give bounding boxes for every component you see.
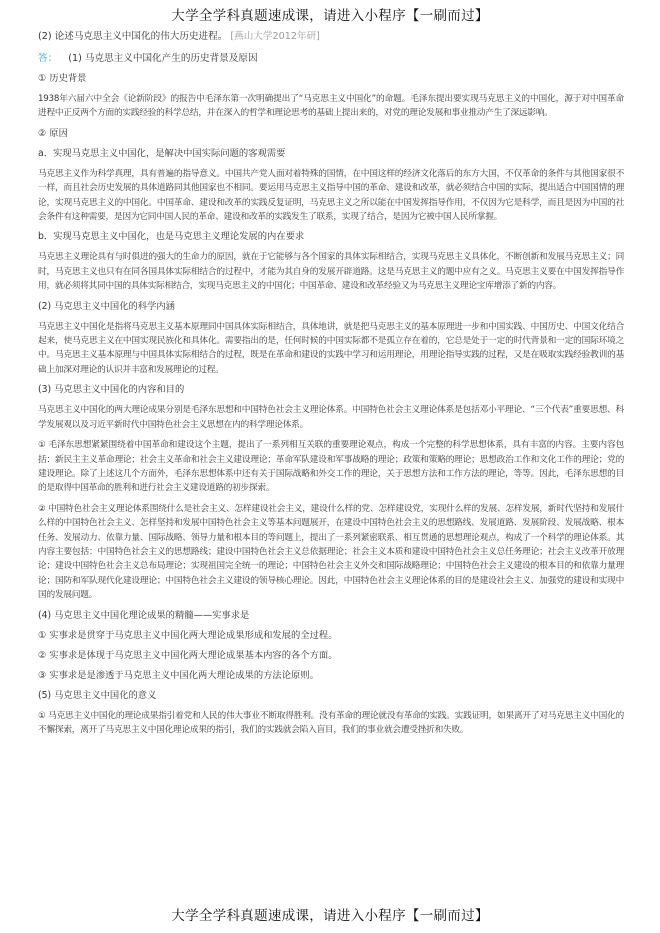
section-heading: (1) 马克思主义中国化产生的历史背景及原因 <box>68 53 258 64</box>
header-banner[interactable]: 大学全学科真题速成课，请进入小程序【一刷而过】 <box>171 8 489 24</box>
question <box>38 30 624 44</box>
section-heading: ② 原因 <box>38 127 68 139</box>
section-heading: ② 实事求是体现于马克思主义中国化两大理论成果基本内容的各个方面。 <box>38 649 338 661</box>
answer-blocks <box>38 72 624 737</box>
section-heading: ① 实事求是贯穿于马克思主义中国化两大理论成果形成和发展的全过程。 <box>38 629 338 641</box>
section-heading: (4) 马克思主义中国化理论成果的精髓——实事求是 <box>38 609 250 621</box>
section-heading: (3) 马克思主义中国化的内容和目的 <box>38 384 185 396</box>
question-source: [燕山大学2012年研] <box>230 31 320 42</box>
document-body <box>38 30 624 743</box>
section-heading: (2) 马克思主义中国化的科学内涵 <box>38 300 175 312</box>
answer-label: 答： <box>38 53 58 64</box>
section-heading: b．实现马克思主义中国化，也是马克思主义理论发展的内在要求 <box>38 231 305 243</box>
section-heading: ① 历史背景 <box>38 73 87 84</box>
question-text: (2) 论述马克思主义中国化的伟大历史进程。 <box>38 31 228 42</box>
paragraph: 马克思主义理论具有与时俱进的强大的生命力的原因，就在于它能够与各个国家的具体实际相结合，实现马克思主义具体化，不断创新和发展马克思主义；同时，马克思主义也只有在同各国具体实际相结合的过程中，才能为其自身的发展开辟道路。这是马克思主义的题中应有之义。马克思主义要在中国发挥指导作用，就必须将其同中国的具体实际相结合，实现马克思主义的中国化；中国革命、建设和改革经验又为马克思主义理论宝库增添了新的内容。 <box>38 252 624 292</box>
paragraph: 1938年六届六中全会《论新阶段》的报告中毛泽东第一次明确提出了“马克思主义中国化”的命题。毛泽东提出要实现马克思主义的中国化，源于对中国革命进程中正反两个方面的实践经验的科学总结，并在深入的哲学和理论思考的基础上提出来的，对党的理论发展和事业推动产生了深远影响。 <box>38 94 624 119</box>
section-heading: a．实现马克思主义中国化，是解决中国实际问题的客观需要 <box>38 147 286 159</box>
section-heading: ③ 实事求是是渗透于马克思主义中国化两大理论成果的方法论原则。 <box>38 669 319 681</box>
paragraph: 马克思主义中国化是指将马克思主义基本原理同中国具体实际相结合，具体地讲，就是把马克思主义的基本原理进一步和中国实践、中国历史、中国文化结合起来，使马克思主义在中国实现民族化和具体化。需要指出的是，任何时候的中国实际都不是孤立存在着的，它总是处于一定的时代背景和一定的国际环境之中。马克思主义基本原理与中国具体实际相结合的过程，既是在革命和建设的实践中学习和运用理论，用理论指导实践的过程，又是在吸取实践经验教训的基础上加深对理论的认识并丰富和发展理论的过程。 <box>38 321 624 375</box>
footer-banner[interactable]: 大学全学科真题速成课，请进入小程序【一刷而过】 <box>171 908 489 924</box>
paragraph: ① 毛泽东思想紧紧围绕着中国革命和建设这个主题，提出了一系列相互关联的重要理论观点，构成一个完整的科学思想体系，具有丰富的内容。主要内容包括：新民主主义革命理论；社会主义革命和社会主义建设理论；革命军队建设和军事战略的理论；政策和策略的理论；思想政治工作和文化工作的理论；党的建设理论。除了上述这几个方面外，毛泽东思想体系中还有关于国际战略和外交工作的理论，关于思想方法和工作方法的理论，等等。因此，毛泽东思想的目的是取得中国革命的胜利和进行社会主义建设道路的初步探索。 <box>38 440 624 494</box>
section-heading: (5) 马克思主义中国化的意义 <box>38 689 157 701</box>
paragraph: ① 马克思主义中国化的理论成果指引着党和人民的伟大事业不断取得胜利。没有革命的理论就没有革命的实践。实践证明，如果离开了对马克思主义中国化的不懈探索，离开了马克思主义中国化理论成果的指引，我们的实践就会陷入盲目，我们的事业就会遭受挫折和失败。 <box>38 710 624 735</box>
answer-heading <box>38 52 624 66</box>
paragraph: 马克思主义作为科学真理，具有普遍的指导意义。中国共产党人面对着特殊的国情，在中国这样的经济文化落后的东方大国，不仅革命的条件与其他国家很不一样，而且社会历史发展的具体道路同其他国家也不相同。要运用马克思主义指导中国的革命、建设和改革，就必须结合中国的实际，提出适合中国国情的理论，实现马克思主义的中国化。中国革命、建设和改革的实践反复证明，马克思主义之所以能在中国发挥指导作用，不仅因为它是科学，而且是因为中国的社会条件有这种需要，是因为它同中国人民的革命、建设和改革的实践发生了联系，实现了结合，是因为它被中国人民所掌握。 <box>38 168 624 223</box>
paragraph: ② 中国特色社会主义理论体系围绕什么是社会主义、怎样建设社会主义，建设什么样的党、怎样建设党，实现什么样的发展、怎样发展，新时代坚持和发展什么样的中国特色社会主义、怎样坚持和发展中国特色社会主义等基本问题展开，在建设中国特色社会主义的思想路线、发展道路、发展阶段、发展战略、根本任务、发展动力、依靠力量、国际战略、领导力量和根本目的等问题上，提出了一系列紧密联系、相互贯通的思想理论观点，构成了一个科学的理论体系。其内容主要包括：中国特色社会主义的思想路线；建设中国特色社会主义总依据理论；社会主义本质和建设中国特色社会主义总任务理论；社会主义改革开放理论；建设中国特色社会主义总布局理论；实现祖国完全统一的理论；中国特色社会主义外交和国际战略理论；中国特色社会主义建设的根本目的和依靠力量理论；国防和军队现代化建设理论；中国特色社会主义建设的领导核心理论。因此，中国特色社会主义理论体系的目的是建设社会主义、加强党的建设和实现中国的发展问题。 <box>38 503 624 601</box>
paragraph: 马克思主义中国化的两大理论成果分别是毛泽东思想和中国特色社会主义理论体系。中国特色社会主义理论体系是包括邓小平理论、“三个代表”重要思想、科学发展观以及习近平新时代中国特色社会主义思想在内的科学理论体系。 <box>38 405 624 430</box>
